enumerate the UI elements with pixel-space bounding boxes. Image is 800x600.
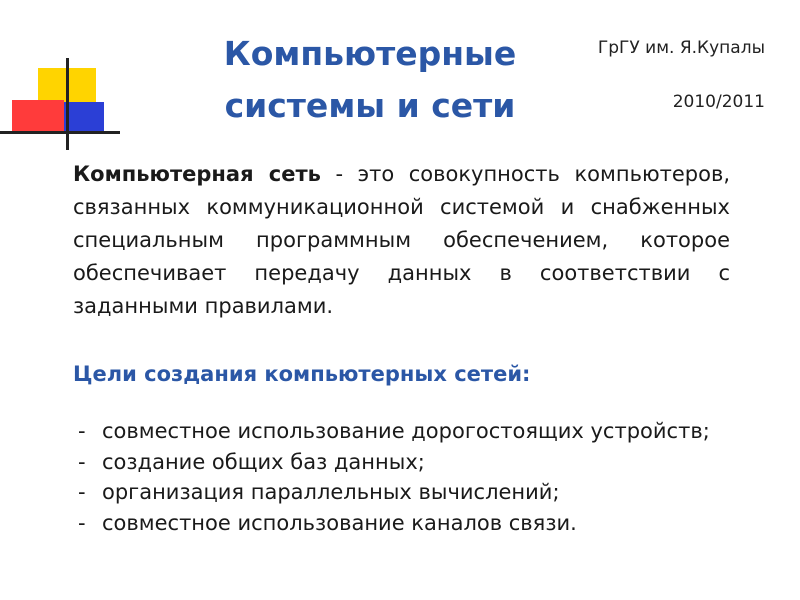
academic-year: 2010/2011 — [672, 92, 765, 112]
organization-label: ГрГУ им. Я.Купалы — [597, 38, 765, 58]
definition-text: - это совокупность компьютеров, связанных коммуникационной системой и снабженных специальным программным обеспечением, которое обеспечивает передачу данных в соответствии с заданными правилами. — [73, 162, 731, 318]
title-line-2: системы и сети — [224, 86, 516, 125]
goal-item: - создание общих баз данных; — [78, 447, 710, 478]
definition-paragraph — [73, 158, 730, 323]
goals-list — [78, 416, 710, 538]
definition-term: Компьютерная сеть — [73, 162, 321, 186]
goal-item: - совместное использование каналов связи. — [78, 508, 710, 539]
decorative-squares-logo — [0, 0, 120, 150]
goal-item: - организация параллельных вычислений; — [78, 477, 710, 508]
vertical-line — [66, 58, 69, 150]
goals-heading: Цели создания компьютерных сетей: — [73, 362, 531, 386]
red-square — [12, 100, 64, 132]
slide-title — [190, 28, 550, 132]
blue-square — [64, 102, 104, 132]
horizontal-line — [0, 131, 120, 134]
title-line-1: Компьютерные — [223, 34, 517, 73]
goal-item: - совместное использование дорогостоящих устройств; — [78, 416, 710, 447]
